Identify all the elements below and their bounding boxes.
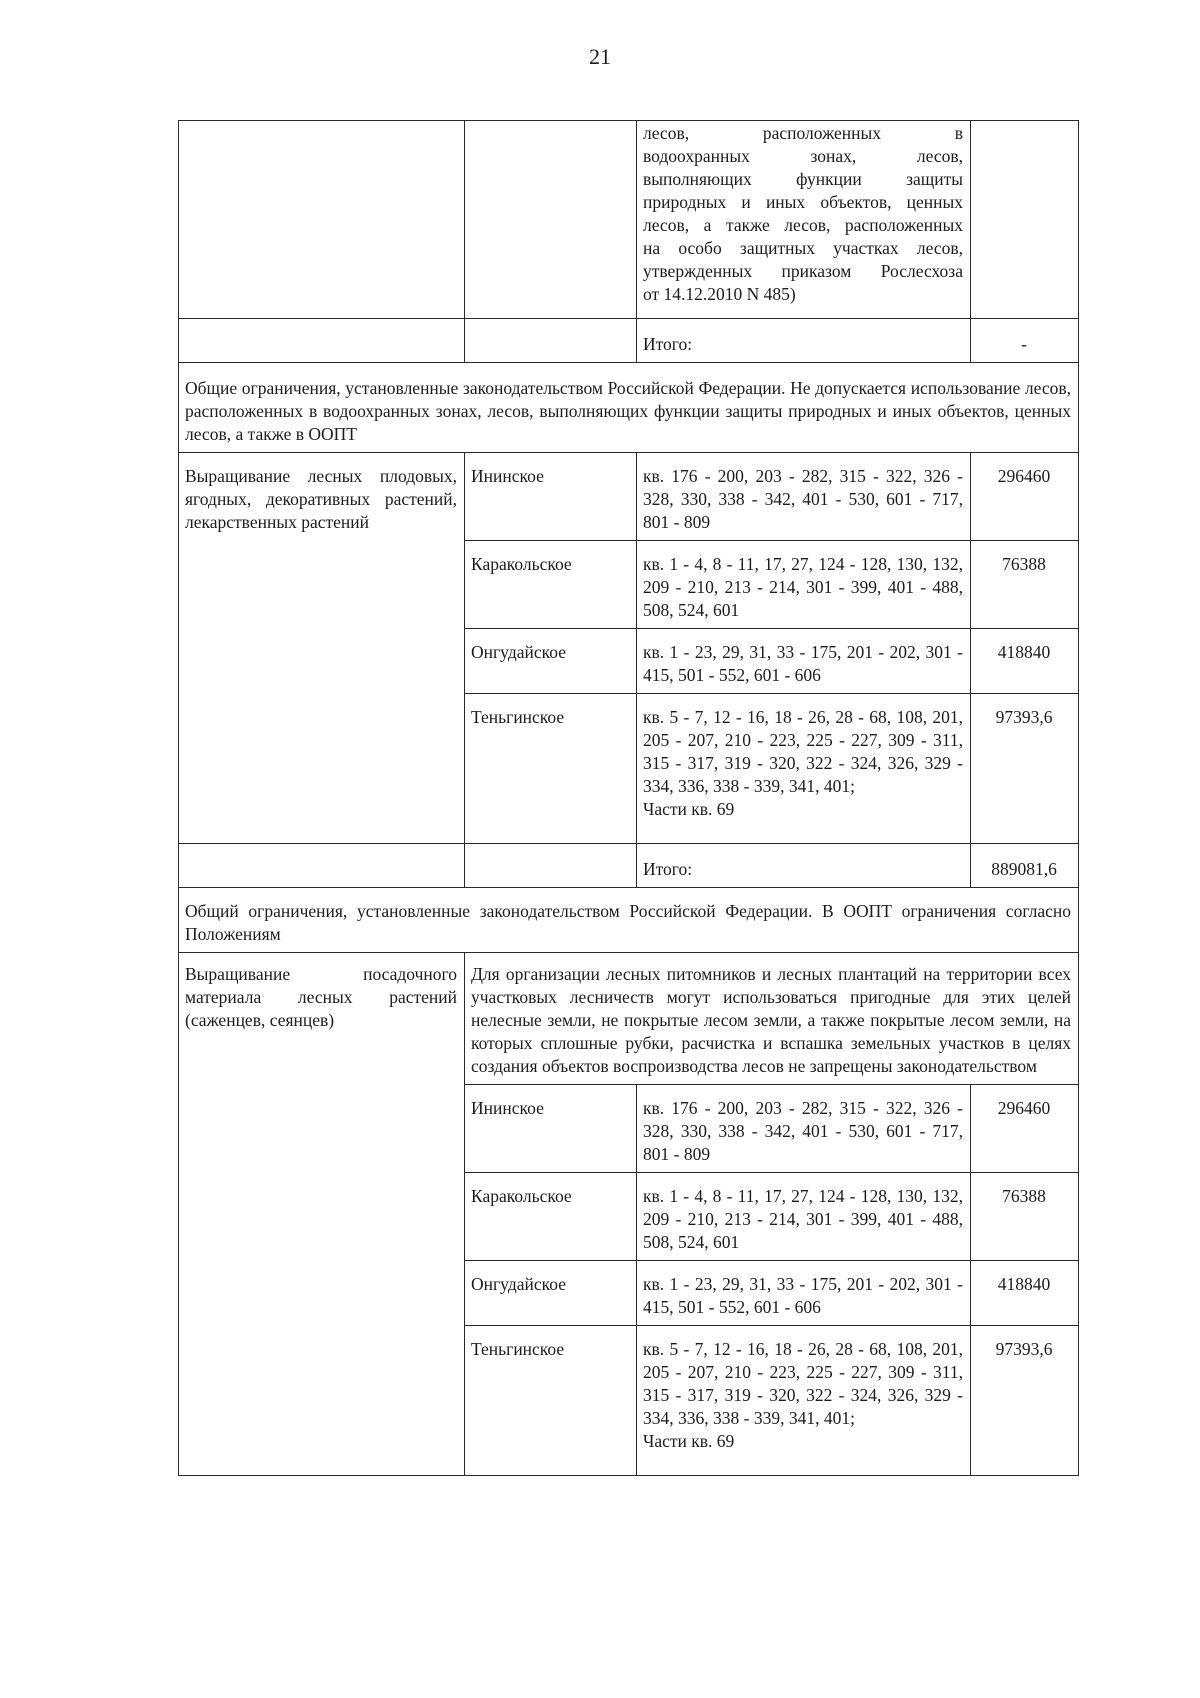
forestry-cell: Каракольское bbox=[465, 1173, 637, 1261]
total-label: Итого: bbox=[637, 844, 971, 888]
forestry-cell: Каракольское bbox=[465, 541, 637, 629]
table-row-total bbox=[179, 319, 1079, 363]
continuation-text bbox=[643, 122, 963, 306]
continuation-line: утвержденных приказом Рослесхоза bbox=[643, 261, 963, 281]
restrictions-note: Общий ограничения, установленные законодательством Российской Федерации. В ООПТ ограничения согласно Положениям bbox=[179, 888, 1079, 953]
table-row-note bbox=[179, 888, 1079, 953]
area-cell: 296460 bbox=[971, 1085, 1079, 1173]
forestry-cell bbox=[465, 844, 637, 888]
quarters-cell: кв. 1 - 4, 8 - 11, 17, 27, 124 - 128, 130, 132, 209 - 210, 213 - 214, 301 - 399, 401 - 488, 508, 524, 601 bbox=[637, 1173, 971, 1261]
table-row bbox=[179, 453, 1079, 541]
total-value: 889081,6 bbox=[971, 844, 1079, 888]
activity-cell: Выращивание лесных плодовых, ягодных, декоративных растений, лекарственных растений bbox=[179, 453, 465, 844]
quarters-cell bbox=[637, 121, 971, 319]
continuation-line: водоохранных зонах, лесов, bbox=[643, 146, 963, 166]
forestry-cell: Онгудайское bbox=[465, 1261, 637, 1326]
table-row bbox=[179, 121, 1079, 319]
table-row bbox=[179, 953, 1079, 1085]
forestry-cell bbox=[465, 121, 637, 319]
continuation-line: выполняющих функции защиты bbox=[643, 169, 963, 189]
page-number: 21 bbox=[589, 44, 611, 69]
area-cell bbox=[971, 121, 1079, 319]
area-cell: 76388 bbox=[971, 541, 1079, 629]
restrictions-note: Общие ограничения, установленные законодательством Российской Федерации. Не допускается использование лесов, расположенных в водоохранных зонах, лесов, выполняющих функции защиты природных и иных объектов, ценных лесов, а также в ООПТ bbox=[179, 363, 1079, 453]
forestry-cell: Ининское bbox=[465, 453, 637, 541]
continuation-line: лесов, расположенных в bbox=[643, 123, 963, 143]
table-row-note bbox=[179, 363, 1079, 453]
quarters-cell: кв. 176 - 200, 203 - 282, 315 - 322, 326 - 328, 330, 338 - 342, 401 - 530, 601 - 717, 801 - 809 bbox=[637, 1085, 971, 1173]
activity-cell bbox=[179, 319, 465, 363]
activity-cell bbox=[179, 121, 465, 319]
forestry-cell: Теньгинское bbox=[465, 694, 637, 844]
area-cell: 97393,6 bbox=[971, 694, 1079, 844]
restrictions-table bbox=[178, 120, 1079, 1476]
quarters-text: кв. 5 - 7, 12 - 16, 18 - 26, 28 - 68, 108, 201, 205 - 207, 210 - 223, 225 - 227, 309 - 311, 315 - 317, 319 - 320, 322 - 324, 326, 329 - 334, 336, 338 - 339, 341, 401; bbox=[643, 1339, 963, 1428]
continuation-line: от 14.12.2010 N 485) bbox=[643, 284, 796, 304]
quarters-extra: Части кв. 69 bbox=[643, 799, 735, 819]
quarters-text: кв. 5 - 7, 12 - 16, 18 - 26, 28 - 68, 108, 201, 205 - 207, 210 - 223, 225 - 227, 309 - 311, 315 - 317, 319 - 320, 322 - 324, 326, 329 - 334, 336, 338 - 339, 341, 401; bbox=[643, 707, 963, 796]
quarters-cell: кв. 1 - 23, 29, 31, 33 - 175, 201 - 202, 301 - 415, 501 - 552, 601 - 606 bbox=[637, 629, 971, 694]
quarters-cell bbox=[637, 694, 971, 844]
quarters-extra: Части кв. 69 bbox=[643, 1431, 735, 1451]
quarters-cell: кв. 1 - 23, 29, 31, 33 - 175, 201 - 202, 301 - 415, 501 - 552, 601 - 606 bbox=[637, 1261, 971, 1326]
table-row-total bbox=[179, 844, 1079, 888]
forestry-cell bbox=[465, 319, 637, 363]
description-cell: Для организации лесных питомников и лесных плантаций на территории всех участковых лесничеств могут использоваться пригодные для этих целей нелесные земли, не покрытые лесом земли, а также покрытые лесом земли, на которых сплошные рубки, расчистка и вспашка земельных участков в целях создания объектов воспроизводства лесов не запрещены законодательством bbox=[465, 953, 1079, 1085]
forestry-cell: Теньгинское bbox=[465, 1326, 637, 1476]
continuation-line: на особо защитных участках лесов, bbox=[643, 238, 963, 258]
area-cell: 76388 bbox=[971, 1173, 1079, 1261]
continuation-line: природных и иных объектов, ценных bbox=[643, 192, 963, 212]
quarters-cell: кв. 1 - 4, 8 - 11, 17, 27, 124 - 128, 130, 132, 209 - 210, 213 - 214, 301 - 399, 401 - 488, 508, 524, 601 bbox=[637, 541, 971, 629]
area-cell: 97393,6 bbox=[971, 1326, 1079, 1476]
activity-cell bbox=[179, 844, 465, 888]
forestry-cell: Ининское bbox=[465, 1085, 637, 1173]
activity-cell: Выращивание посадочного материала лесных растений (саженцев, сеянцев) bbox=[179, 953, 465, 1476]
area-cell: 418840 bbox=[971, 629, 1079, 694]
quarters-cell: кв. 176 - 200, 203 - 282, 315 - 322, 326 - 328, 330, 338 - 342, 401 - 530, 601 - 717, 801 - 809 bbox=[637, 453, 971, 541]
quarters-cell bbox=[637, 1326, 971, 1476]
area-cell: 418840 bbox=[971, 1261, 1079, 1326]
total-label: Итого: bbox=[637, 319, 971, 363]
forestry-cell: Онгудайское bbox=[465, 629, 637, 694]
area-cell: 296460 bbox=[971, 453, 1079, 541]
total-value: - bbox=[971, 319, 1079, 363]
continuation-line: лесов, а также лесов, расположенных bbox=[643, 215, 963, 235]
